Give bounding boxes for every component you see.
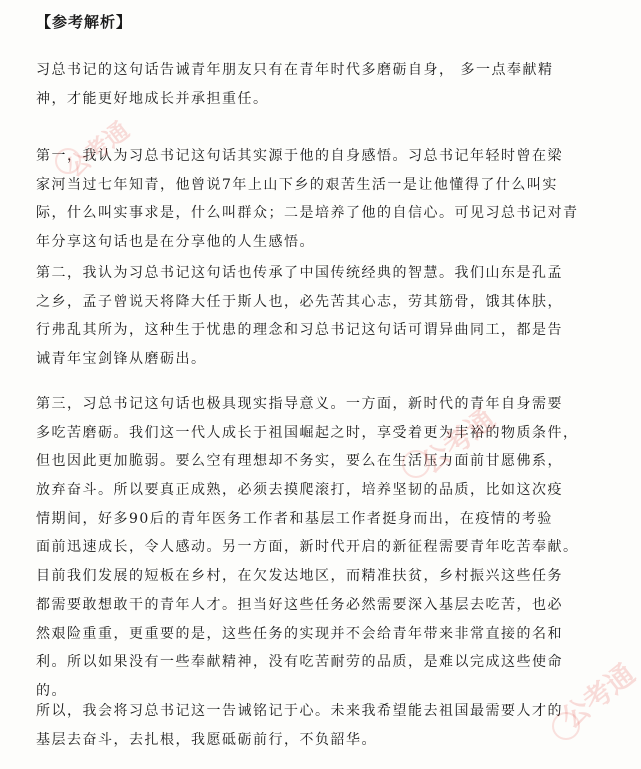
section-heading: 【参考解析】 (36, 13, 133, 31)
text-line: 行弗乱其所为，这种生于忧患的理念和习总书记这句话可谓异曲同工，都是告 (36, 322, 563, 339)
text-line: 习总书记的这句话告诫青年朋友只有在青年时代多磨砺自身， 多一点奉献精 (36, 62, 554, 78)
text-line: 际，什么叫实事求是，什么叫群众；二是培养了他的自信心。可见习总书记对青 (36, 205, 579, 222)
watermark: 公考通 (554, 657, 641, 736)
text-line: 所以，我会将习总书记这一告诫铭记于心。未来我希望能去祖国最需要人才的 (36, 703, 563, 719)
paragraph-first-point (36, 142, 610, 257)
text-line: 多吃苦磨砺。我们这一代人成长于祖国崛起之时，享受着更为丰裕的物质条件， (36, 424, 579, 441)
text-line: 放弃奋斗。所以要真正成熟，必须去摸爬滚打，培养坚韧的品质，比如这次疫 (36, 482, 563, 499)
watermark: 公考通 (414, 402, 502, 481)
text-line: 面前迅速成长，令人感动。另一方面，新时代开启的新征程需要青年吃苦奉献。 (36, 539, 579, 556)
paragraph-intro (36, 56, 610, 113)
paragraph-conclusion (36, 697, 610, 754)
text-line: 诫青年宝剑锋从磨砺出。 (36, 351, 207, 368)
text-line: 家河当过七年知青，他曾说7年上山下乡的艰苦生活一是让他懂得了什么叫实 (36, 176, 558, 193)
text-line: 第一，我认为习总书记这句话其实源于他的自身感悟。习总书记年轻时曾在梁 (36, 148, 563, 164)
text-line: 但也因此更加脆弱。要么空有理想却不务实，要么在生活压力面前甘愿佛系， (36, 453, 563, 470)
text-line: 之乡，孟子曾说天将降大任于斯人也，必先苦其心志，劳其筋骨，饿其体肤， (36, 293, 563, 310)
text-line: 的。 (36, 682, 67, 699)
paragraph-third-point (36, 390, 610, 706)
text-line: 然艰险重重，更重要的是，这些任务的实现并不会给青年带来非常直接的名和 (36, 625, 563, 642)
watermark: 公考通 (60, 116, 135, 183)
text-line: 第二，我认为习总书记这句话也传承了中国传统经典的智慧。我们山东是孔孟 (36, 265, 563, 281)
text-line: 都需要敢想敢干的青年人才。担当好这些任务必然需要深入基层去吃苦，也必 (36, 596, 563, 613)
text-line: 第三，习总书记这句话也极具现实指导意义。一方面，新时代的青年自身需要 (36, 396, 563, 412)
text-line: 年分享这句话也是在分享他的人生感悟。 (36, 234, 315, 251)
text-line: 基层去奋斗，去扎根，我愿砥砺前行，不负韶华。 (36, 731, 377, 748)
text-line: 神，才能更好地成长并承担重任。 (36, 90, 269, 107)
text-line: 利。所以如果没有一些奉献精神，没有吃苦耐劳的品质，是难以完成这些使命 (36, 654, 563, 671)
text-line: 目前我们发展的短板在乡村，在欠发达地区，而精准扶贫，乡村振兴这些任务 (36, 568, 563, 585)
text-line: 情期间，好多90后的青年医务工作者和基层工作者挺身而出，在疫情的考验 (36, 510, 553, 527)
paragraph-second-point (36, 259, 610, 374)
